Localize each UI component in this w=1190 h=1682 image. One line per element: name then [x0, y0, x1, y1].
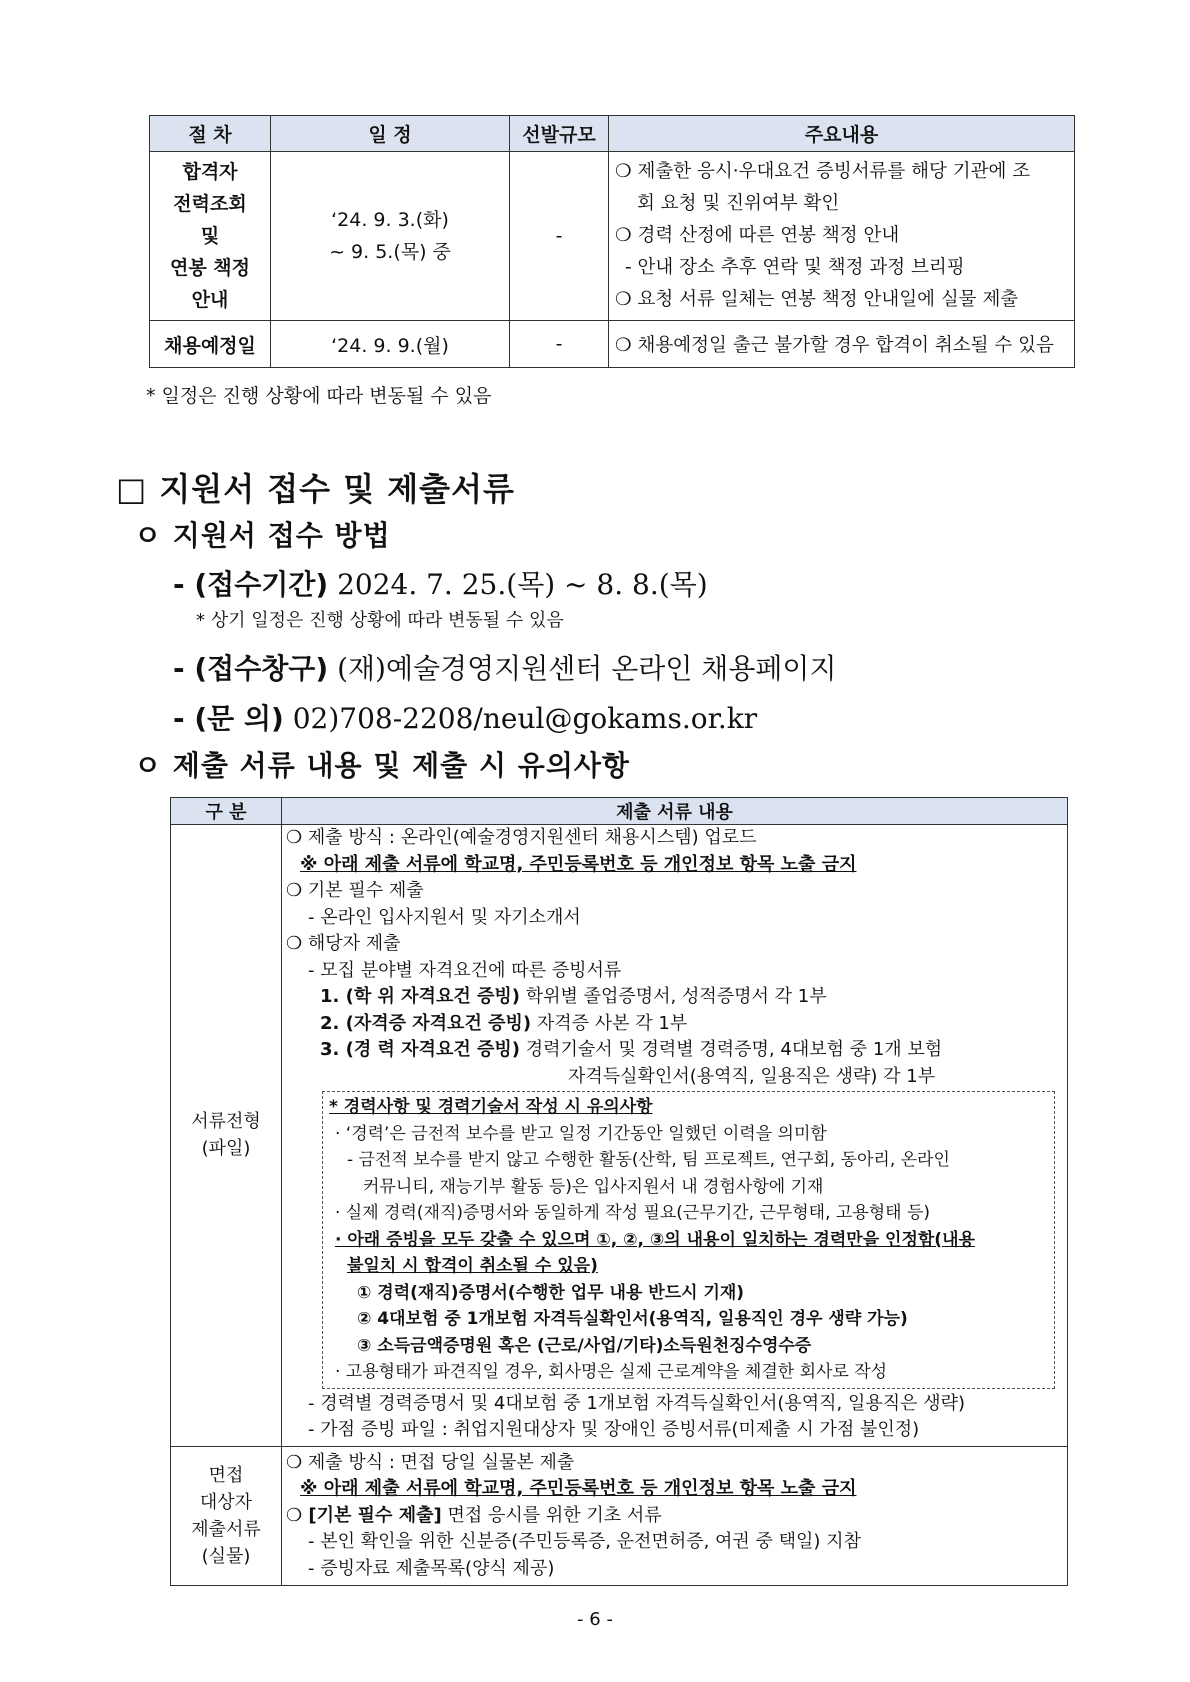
box-line: 불일치 시 합격이 취소될 수 있음): [347, 1256, 598, 1276]
application-period: [173, 563, 708, 603]
header-step: 절 차: [150, 116, 271, 152]
category-line: 면접: [208, 1464, 244, 1486]
category-line: (실물): [201, 1545, 251, 1567]
box-line: 커뮤니티, 재능기부 활동 등)은 입사지원서 내 경험사항에 기재: [363, 1176, 824, 1197]
doc-line: - 본인 확인을 위한 신분증(주민등록증, 운전면허증, 여권 중 택일) 지참: [308, 1531, 861, 1552]
box-line: - 금전적 보수를 받지 않고 수행한 활동(산학, 팀 프로젝트, 연구회, 동아리, 온라인: [347, 1150, 950, 1170]
table-row: [150, 321, 1075, 368]
step-cell: 채용예정일: [150, 321, 271, 368]
window-value: (재)예술경영지원센터 온라인 채용페이지: [337, 652, 837, 685]
doc-line: - 모집 분야별 자격요건에 따른 증빙서류: [308, 959, 622, 981]
doc-line: ❍ 기본 필수 제출: [286, 880, 424, 901]
numbered-item: [286, 1037, 1065, 1064]
numbered-text: 경력기술서 및 경력별 경력증명, 4대보험 중 1개 보험: [525, 1039, 943, 1060]
box-line: ② 4대보험 중 1개보험 자격득실확인서(용역직, 일용직인 경우 생략 가능): [357, 1309, 908, 1329]
step-cell: [150, 152, 271, 321]
numbered-text: 자격증 사본 각 1부: [536, 1012, 688, 1034]
application-window: [173, 647, 837, 687]
table-row: [171, 825, 1068, 1447]
page-number: - 6 -: [577, 1609, 613, 1630]
numbered-label: 3. (경 력 자격요건 증빙): [320, 1039, 520, 1060]
contact-label: - (문 의): [173, 702, 284, 735]
numbered-continuation: 자격득실확인서(용역직, 일용직은 생략) 각 1부: [568, 1065, 936, 1087]
section-title: □ 지원서 접수 및 제출서류: [116, 470, 515, 508]
table-row: [150, 152, 1075, 321]
content-line: ❍ 경력 산정에 따른 연봉 책정 안내: [615, 225, 900, 246]
box-line: · 아래 증빙을 모두 갖출 수 있으며 ①, ②, ③의 내용이 일치하는 경력만을 인정함(내용: [335, 1229, 975, 1250]
content-line: ❍ 제출한 응시·우대요건 증빙서류를 해당 기관에 조: [615, 161, 1031, 182]
doc-line: - 온라인 입사지원서 및 자기소개서: [308, 906, 581, 928]
category-line: (파일): [201, 1138, 251, 1160]
numbered-text: 학위별 졸업증명서, 성적증명서 각 1부: [525, 986, 827, 1007]
content-line: 회 요청 및 진위여부 확인: [637, 193, 840, 214]
date-line: ‘24. 9. 3.(화): [331, 209, 449, 231]
box-line: · 실제 경력(재직)증명서와 동일하게 작성 필요(근무기간, 근무형태, 고용형태 등): [335, 1203, 931, 1223]
content-line: ❍ 요청 서류 일체는 연봉 책정 안내일에 실물 제출: [615, 289, 1019, 310]
category-line: 제출서류: [191, 1518, 261, 1540]
doc-line: [286, 1503, 1065, 1530]
category-cell: [171, 1446, 282, 1586]
schedule-note: * 일정은 진행 상황에 따라 변동될 수 있음: [146, 385, 492, 407]
step-line: 전력조회: [173, 193, 247, 215]
category-line: 서류전형: [191, 1111, 261, 1133]
doc-line: - 증빙자료 제출목록(양식 제공): [308, 1557, 555, 1579]
period-value: 2024. 7. 25.(목) ~ 8. 8.(목): [337, 568, 708, 601]
docs-cell: [282, 825, 1068, 1447]
header-date: 일 정: [271, 116, 510, 152]
doc-line: ❍ 제출 방식 : 면접 당일 실물본 제출: [286, 1451, 575, 1473]
step-line: 합격자: [182, 161, 238, 183]
numbered-item: [286, 1011, 1065, 1038]
date-cell: ‘24. 9. 9.(월): [271, 321, 510, 368]
date-cell: [271, 152, 510, 321]
header-size: 선발규모: [510, 116, 609, 152]
size-cell: -: [510, 321, 609, 368]
doc-warning: ※ 아래 제출 서류에 학교명, 주민등록번호 등 개인정보 항목 노출 금지: [300, 1478, 857, 1499]
box-title: * 경력사항 및 경력기술서 작성 시 유의사항: [329, 1097, 653, 1117]
documents-table: [170, 797, 1068, 1586]
subsection-title-documents: ㅇ 제출 서류 내용 및 제출 시 유의사항: [134, 749, 630, 782]
doc-warning: ※ 아래 제출 서류에 학교명, 주민등록번호 등 개인정보 항목 노출 금지: [300, 853, 857, 875]
numbered-label: 2. (자격증 자격요건 증빙): [320, 1012, 532, 1034]
content-cell: [609, 152, 1075, 321]
box-line: ① 경력(재직)증명서(수행한 업무 내용 반드시 기재): [357, 1282, 745, 1303]
category-cell: [171, 825, 282, 1447]
header-category: 구 분: [171, 798, 282, 825]
step-line: 및: [200, 225, 220, 247]
career-notes-box: [322, 1091, 1055, 1389]
numbered-label: 1. (학 위 자격요건 증빙): [320, 986, 520, 1007]
contact: [173, 697, 757, 737]
box-line: · 고용형태가 파견직일 경우, 회사명은 실제 근로계약을 체결한 회사로 작성: [335, 1362, 888, 1382]
subsection-title-application: ㅇ 지원서 접수 방법: [134, 519, 391, 552]
schedule-table: [149, 115, 1075, 368]
content-line: - 안내 장소 추후 연락 및 책정 과정 브리핑: [625, 257, 965, 278]
header-content: 주요내용: [609, 116, 1075, 152]
step-line: 연봉 책정: [169, 257, 251, 279]
doc-line: - 경력별 경력증명서 및 4대보험 중 1개보험 자격득실확인서(용역직, 일용직은 생략): [308, 1392, 966, 1414]
doc-line: ❍ 제출 방식 : 온라인(예술경영지원센터 채용시스템) 업로드: [286, 827, 757, 848]
size-cell: -: [510, 152, 609, 321]
box-line: ③ 소득금액증명원 혹은 (근로/사업/기타)소득원천징수영수증: [357, 1335, 812, 1356]
doc-line: - 가점 증빙 파일 : 취업지원대상자 및 장애인 증빙서류(미제출 시 가점 불인정): [308, 1419, 920, 1440]
period-label: - (접수기간): [173, 568, 329, 601]
contact-value: 02)708-2208/neul@gokams.or.kr: [292, 702, 758, 735]
header-docs: 제출 서류 내용: [282, 798, 1068, 825]
window-label: - (접수창구): [173, 652, 329, 685]
content-cell: ❍ 채용예정일 출근 불가할 경우 합격이 취소될 수 있음: [609, 321, 1075, 368]
table-row: [171, 1446, 1068, 1586]
numbered-item: [286, 984, 1065, 1011]
docs-cell: [282, 1446, 1068, 1586]
doc-line: ❍ 해당자 제출: [286, 933, 401, 954]
box-line: · ‘경력’은 금전적 보수를 받고 일정 기간동안 일했던 이력을 의미함: [335, 1123, 827, 1144]
period-note: * 상기 일정은 진행 상황에 따라 변동될 수 있음: [196, 610, 564, 631]
doc-line-rest: 면접 응시를 위한 기초 서류: [447, 1504, 662, 1526]
doc-line-bold: ❍ [기본 필수 제출]: [286, 1504, 442, 1526]
date-line: ~ 9. 5.(목) 중: [329, 241, 451, 263]
category-line: 대상자: [199, 1491, 253, 1513]
step-line: 안내: [191, 289, 229, 311]
